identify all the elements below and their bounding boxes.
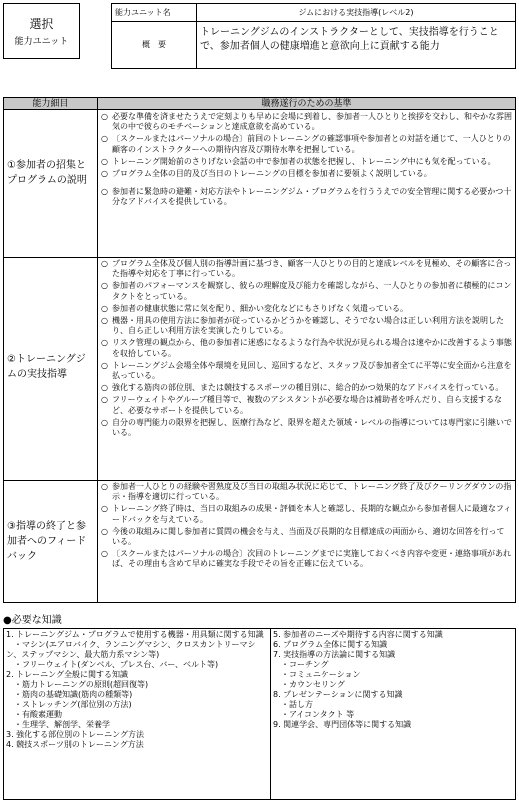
- list-item: ○ プログラム全体の目的及び当日のトレーニングの目標を参加者に要領よく説明している。: [101, 169, 432, 179]
- criteria-table: [3, 97, 516, 603]
- summary-value: トレーニングジムのインストラクターとして、実技指導を行うことで、参加者個人の健康増進と意欲向上に貢献する能力: [200, 27, 499, 52]
- knowledge-line: 3. 強化する部位別のトレーニング方法: [6, 730, 145, 739]
- knowledge-heading: ●必要な知識: [3, 615, 62, 626]
- knowledge-line: 9. 関連学会、専門団体等に関する知識: [273, 720, 412, 729]
- knowledge-line: ・ストレッチング(部位別の方法): [6, 700, 132, 709]
- unit-type-sublabel: 能力ユニット: [14, 37, 69, 47]
- list-item: ○ 参加者の健康状態に常に気を配り、細かい変化などにもさりげなく気遣っている。: [101, 303, 408, 313]
- knowledge-line: 1. トレーニングジム・プログラムで使用する機器・用具類に関する知識: [6, 630, 264, 639]
- criteria-header-right: 職務遂行のための基準: [98, 98, 515, 110]
- unit-name-value: ジムにおける実技指導(レベル2): [298, 8, 414, 17]
- summary-label: 概 要: [142, 40, 166, 49]
- list-item: ○ 必要な準備を済ませたうえで定刻よりも早めに会場に到着し、参加者一人ひとりと挨拶を交わし、和やかな雰囲気の中で彼らのモチベーションと達成意欲を高めている。: [101, 112, 512, 132]
- list-item: ○ トレーニング終了時は、当日の取組みの成果・評価を本人と確認し、長期的な観点から参加者個人に最適なフィードバックを与えている。: [101, 504, 512, 524]
- criteria-row-3: [4, 481, 515, 602]
- knowledge-line: ・話し方: [273, 700, 313, 709]
- unit-type-box: [3, 3, 80, 59]
- list-item: ○ 参加者一人ひとりの経験や習熟度及び当日の取組み状況に応じて、トレーニング終了及びクーリングダウンの指示・指導を適切に行っている。: [101, 482, 512, 502]
- knowledge-line: 2. トレーニング全般に関する知識: [6, 670, 129, 679]
- row-2-name: ②トレーニングジムの実技指導: [7, 354, 86, 380]
- knowledge-line: 4. 競技スポーツ別のトレーニング方法: [6, 740, 144, 749]
- list-item: ○ 参加者のパフォーマンスを観察し、彼らの理解度及び能力を確認しながら、一人ひとりの参加者に積極的にコンタクトをとっている。: [101, 281, 512, 301]
- list-item: ○ フリーウェイトやグループ種目等で、複数のアシスタントが必要な場合は補助者を呼んだり、自ら支援するなど、必要なサポートを提供している。: [101, 395, 502, 415]
- list-item: ○ トレーニング開始前のさりげない会話の中で参加者の状態を把握し、トレーニング中にも気を配っている。: [101, 156, 496, 166]
- knowledge-line: ・筋力トレーニングの原則(超回復等): [6, 680, 149, 689]
- knowledge-table: [3, 628, 516, 800]
- list-item: ○ 強化する筋肉の部位別、または競技するスポーツの種目別に、総合的かつ効果的なアドバイスを行っている。: [101, 383, 504, 393]
- knowledge-line: ・アイコンタクト 等: [273, 710, 355, 719]
- knowledge-line: 7. 実技指導の方法論に関する知識: [273, 650, 396, 659]
- list-item: ○ 参加者に緊急時の避難・対応方法やトレーニングジム・プログラムを行ううえでの安全管理に関する必要かつ十分なアドバイスを提供している。: [101, 187, 512, 207]
- knowledge-line: 5. 参加者のニーズや期待する内容に関する知識: [273, 630, 443, 639]
- list-item: ○ 〔スクールまたはパーソナルの場合〕前回のトレーニングの確認事項や参加者との対話を通じて、一人ひとりの顧客のインストラクターへの期待内容及び期待水準を把握している。: [101, 134, 511, 154]
- criteria-row-1: [4, 111, 515, 257]
- list-item: ○ プログラム全体及び個人別の指導計画に基づき、顧客一人ひとりの目的と達成レベルを見極め、その顧客に合った指導や対応を丁寧に行っている。: [101, 259, 512, 279]
- knowledge-line: 6. プログラム全体に関する知識: [273, 640, 388, 649]
- list-item: ○ 〔スクールまたはパーソナルの場合〕次回のトレーニングまでに実施しておくべき内容や変更・連絡事項があれば、その理由も含めて早めに確実な手段でその旨を正確に伝えている。: [101, 549, 511, 569]
- row-3-name: ③指導の終了と参加者へのフィードバック: [7, 521, 87, 562]
- knowledge-line: 8. プレゼンテーションに関する知識: [273, 690, 403, 699]
- knowledge-line: ・フリーウェイト(ダンベル、プレス台、バー、ベルト等): [6, 660, 219, 669]
- knowledge-line: ・コミュニケーション: [273, 670, 361, 679]
- list-item: ○ トレーニングジム会場全体や環境を見回し、巡回するなど、スタッフ及び参加者全てに平等に安全面から注意を払っている。: [101, 360, 512, 381]
- list-item: ○ リスク管理の観点から、他の参加者に迷惑になるような行為や状況が見られる場合は速やかに改善するよう事態を収拾している。: [101, 338, 512, 358]
- list-item: ○ 自分の専門能力の限界を把握し、医療行為など、限界を超えた領域・レベルの指導については専門家に引継いでいる。: [101, 417, 512, 438]
- knowledge-line: ・生理学、解剖学、栄養学: [6, 720, 110, 729]
- knowledge-line: ・マシン(エアロバイク、ランニングマシン、クロスカントリーマシン、ステップマシン、最大筋力系マシン等): [6, 640, 256, 659]
- knowledge-line: ・有酸素運動: [6, 710, 62, 719]
- list-item: ○ 今後の取組みに関し参加者に質問の機会を与え、当面及び長期的な目標達成の両面から、適切な回答を行っている。: [101, 526, 505, 547]
- unit-name-label: 能力ユニット名: [115, 8, 171, 17]
- unit-type-label: 選択: [29, 17, 54, 31]
- criteria-header-left: 能力細目: [4, 98, 97, 110]
- knowledge-left-column: [6, 630, 268, 750]
- unit-info-table: [111, 3, 516, 69]
- list-item: ○ 機器・用具の使用方法に参加者が従っているかどうかを確認し、そうでない場合は正しい利用方法を説明したり、自ら正しい利用方法を実演したりしている。: [101, 316, 504, 336]
- knowledge-line: ・カウンセリング: [273, 680, 345, 689]
- row-1-name: ①参加者の招集とプログラムの説明: [7, 160, 87, 186]
- knowledge-right-column: [273, 630, 513, 730]
- knowledge-line: ・コーチング: [273, 660, 329, 669]
- knowledge-line: ・筋肉の基礎知識(筋肉の種類等): [6, 690, 133, 699]
- criteria-row-2: [4, 258, 515, 480]
